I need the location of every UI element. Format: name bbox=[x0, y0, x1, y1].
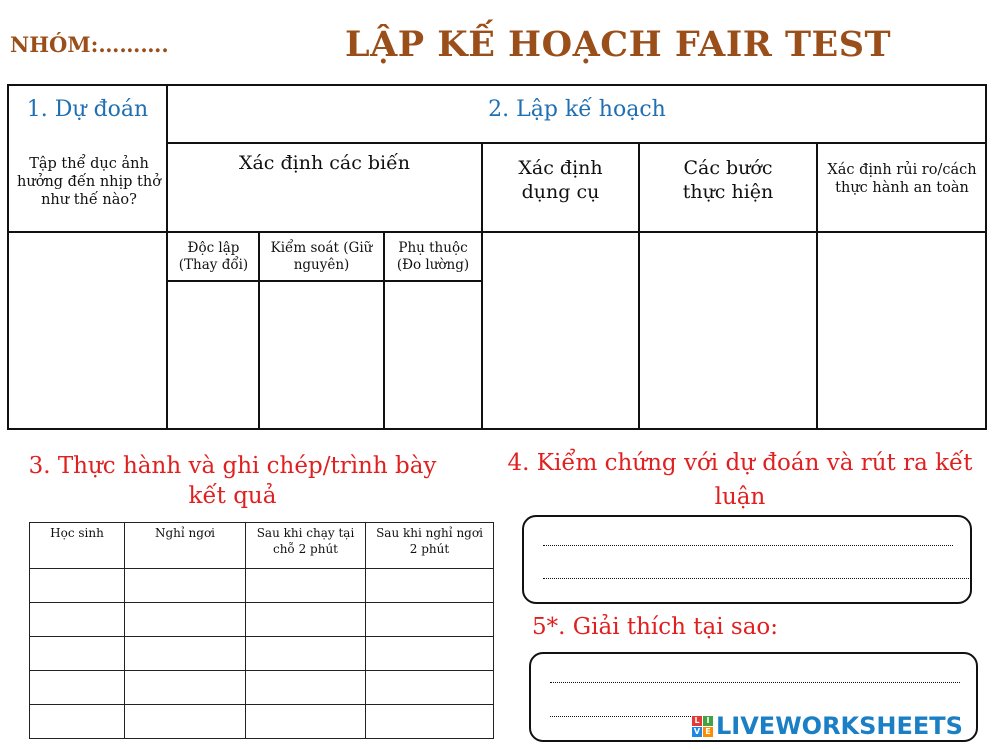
column-header: Học sinh bbox=[30, 523, 125, 569]
liveworksheets-logo bbox=[692, 712, 963, 740]
logo-tile: L bbox=[692, 716, 702, 726]
logo-tile: I bbox=[703, 716, 713, 726]
section5-title: 5*. Giải thích tại sao: bbox=[532, 614, 779, 640]
planning-table bbox=[7, 84, 987, 430]
table-row bbox=[30, 637, 494, 671]
equipment-header: Xác định dụng cụ bbox=[518, 157, 603, 203]
steps-header: Các bước thực hiện bbox=[682, 157, 774, 203]
table-cell[interactable] bbox=[366, 671, 494, 705]
control-variable-label: Kiểm soát (Giữ nguyên) bbox=[270, 239, 373, 273]
table-cell[interactable] bbox=[246, 671, 366, 705]
table-cell[interactable] bbox=[30, 569, 125, 603]
prediction-question: Tập thể dục ảnh hưởng đến nhịp thở như thế nào? bbox=[17, 155, 161, 209]
page-title: LẬP KẾ HOẠCH FAIR TEST bbox=[345, 24, 892, 65]
conclusion-box[interactable] bbox=[522, 515, 972, 604]
table-row bbox=[30, 705, 494, 739]
table-row bbox=[30, 569, 494, 603]
conclusion-line-2[interactable] bbox=[543, 578, 971, 579]
table-cell[interactable] bbox=[366, 603, 494, 637]
table-cell[interactable] bbox=[30, 671, 125, 705]
column-header: Sau khi nghỉ ngơi 2 phút bbox=[366, 523, 494, 569]
logo-tiles-icon bbox=[692, 716, 713, 737]
table-cell[interactable] bbox=[366, 705, 494, 739]
table-cell[interactable] bbox=[125, 603, 246, 637]
table-cell[interactable] bbox=[246, 603, 366, 637]
section2-title: 2. Lập kế hoạch bbox=[488, 96, 666, 122]
dependent-variable-label: Phụ thuộc (Đo lường) bbox=[396, 239, 470, 273]
column-header: Sau khi chạy tại chỗ 2 phút bbox=[246, 523, 366, 569]
explanation-line-2[interactable] bbox=[550, 716, 695, 717]
table-cell[interactable] bbox=[125, 671, 246, 705]
logo-tile: E bbox=[703, 727, 713, 737]
table-row bbox=[30, 603, 494, 637]
table-cell[interactable] bbox=[30, 637, 125, 671]
explanation-line-1[interactable] bbox=[550, 682, 960, 683]
conclusion-line-1[interactable] bbox=[543, 545, 953, 546]
variables-header: Xác định các biến bbox=[238, 152, 411, 175]
table-cell[interactable] bbox=[246, 705, 366, 739]
logo-text: LIVEWORKSHEETS bbox=[716, 712, 963, 740]
table-cell[interactable] bbox=[366, 569, 494, 603]
table-cell[interactable] bbox=[125, 569, 246, 603]
results-table bbox=[29, 522, 494, 739]
table-row bbox=[30, 671, 494, 705]
column-header: Nghỉ ngơi bbox=[125, 523, 246, 569]
table-cell[interactable] bbox=[30, 603, 125, 637]
table-cell[interactable] bbox=[125, 705, 246, 739]
logo-tile: V bbox=[693, 726, 701, 736]
table-cell[interactable] bbox=[30, 705, 125, 739]
table-cell[interactable] bbox=[125, 637, 246, 671]
table-cell[interactable] bbox=[366, 637, 494, 671]
table-cell[interactable] bbox=[246, 637, 366, 671]
safety-header: Xác định rủi ro/cách thực hành an toàn bbox=[827, 161, 977, 196]
group-label: NHÓM:………. bbox=[10, 32, 169, 57]
independent-variable-label: Độc lập (Thay đổi) bbox=[178, 239, 249, 273]
table-cell[interactable] bbox=[246, 569, 366, 603]
section3-title: 3. Thực hành và ghi chép/trình bày kết quả bbox=[28, 453, 437, 509]
section4-title: 4. Kiểm chứng với dự đoán và rút ra kết luận bbox=[507, 450, 973, 510]
section1-title: 1. Dự đoán bbox=[26, 96, 149, 122]
